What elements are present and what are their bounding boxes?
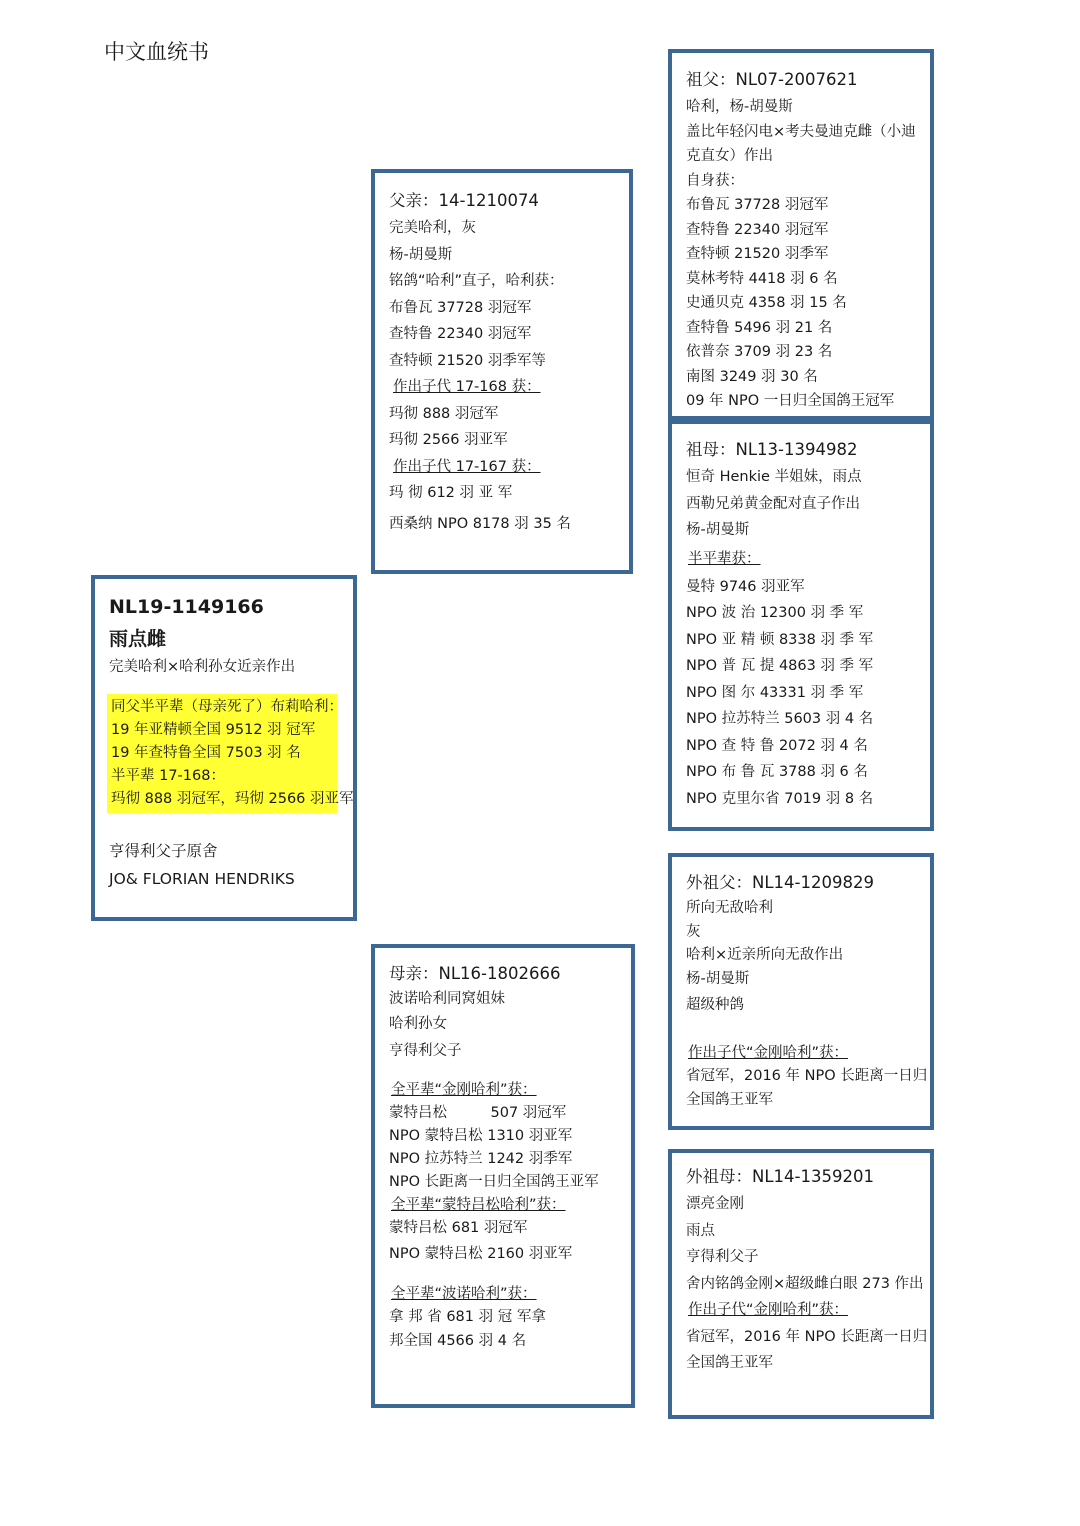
pedigree-line: 盖比年轻闪电×考夫曼迪克雌（小迪	[686, 123, 916, 140]
owner-name-en: JO& FLORIAN HENDRIKS	[109, 869, 295, 888]
pedigree-line: 西勒兄弟黄金配对直子作出	[686, 495, 860, 512]
maternal-grandfather-heading: 外祖父：NL14-1209829	[686, 873, 874, 892]
pedigree-line: 铭鸽“哈利”直子，哈利获：	[389, 273, 564, 289]
pedigree-line: NPO 查 特 鲁 2072 羽 4 名	[686, 737, 868, 754]
pedigree-line-text: 作出子代“金刚哈利”获：	[688, 1045, 849, 1061]
pedigree-line	[389, 1194, 617, 1217]
pedigree-line: 恒奇 Henkie 半姐妹，雨点	[686, 469, 862, 485]
pedigree-line: 灰	[686, 923, 701, 940]
subject-box	[91, 575, 357, 921]
pedigree-line: 亨得利父子	[389, 1043, 462, 1059]
subject-owner	[109, 837, 339, 893]
pedigree-line: 蒙特吕松 507 羽冠军	[389, 1105, 567, 1121]
pedigree-line: NPO 蒙特吕松 1310 羽亚军	[389, 1128, 573, 1144]
subject-highlight-line: 同父半平辈（母亲死了）布莉哈利：	[111, 698, 343, 715]
pedigree-line	[686, 1297, 916, 1324]
pedigree-line: 09 年 NPO 一日归全国鸽王冠军	[686, 393, 895, 409]
maternal-grandfather-box	[668, 853, 934, 1130]
pedigree-line: 查特顿 21520 羽季军等	[389, 352, 546, 369]
pedigree-line: 全国鸽王亚军	[686, 1355, 773, 1371]
pedigree-line: 波诺哈利同窝姐妹	[389, 991, 505, 1007]
pedigree-line: 杨-胡曼斯	[686, 522, 750, 538]
pedigree-line: 查特鲁 22340 羽冠军	[389, 326, 532, 342]
pedigree-line: 完美哈利，灰	[389, 220, 476, 236]
maternal-grandmother-box	[668, 1149, 934, 1419]
subject-desc: 完美哈利×哈利孙女近亲作出	[109, 659, 296, 675]
pedigree-line: 所向无敌哈利	[686, 900, 773, 916]
pedigree-line: NPO 普 瓦 提 4863 羽 季 军	[686, 658, 874, 674]
pedigree-line: 哈利×近亲所向无敌作出	[686, 947, 844, 963]
pedigree-line: 全国鸽王亚军	[686, 1091, 773, 1108]
pedigree-line	[389, 374, 615, 401]
pedigree-line: NPO 波 治 12300 羽 季 军	[686, 605, 864, 621]
pedigree-line: 玛 彻 612 羽 亚 军	[389, 485, 513, 501]
pedigree-line: NPO 拉苏特兰 5603 羽 4 名	[686, 711, 874, 727]
pedigree-line: 查特鲁 22340 羽冠军	[686, 221, 829, 238]
pedigree-line: 舍内铭鸽金刚×超级雌白眼 273 作出	[686, 1275, 924, 1292]
pedigree-line: 曼特 9746 羽亚军	[686, 578, 805, 595]
grandmother-box	[668, 420, 934, 831]
grandmother-heading: 祖母：NL13-1394982	[686, 440, 858, 459]
pedigree-line: 蒙特吕松 681 羽冠军	[389, 1220, 528, 1236]
father-heading: 父亲：14-1210074	[389, 191, 539, 210]
pedigree-line-text: 全平辈“蒙特吕松哈利”获：	[391, 1197, 566, 1213]
mother-box	[371, 944, 635, 1408]
mother-heading: 母亲：NL16-1802666	[389, 964, 561, 983]
pedigree-line: 玛彻 888 羽冠军	[389, 405, 499, 422]
pedigree-line: 莫林考特 4418 羽 6 名	[686, 270, 838, 287]
pedigree-line: NPO 图 尔 43331 羽 季 军	[686, 684, 864, 701]
pedigree-line: 杨-胡曼斯	[389, 246, 453, 263]
maternal-grandmother-heading: 外祖母：NL14-1359201	[686, 1167, 874, 1186]
pedigree-line: 杨-胡曼斯	[686, 970, 750, 987]
subject-highlight-line: 玛彻 888 羽冠军，玛彻 2566 羽亚军	[111, 790, 354, 807]
owner-name-cn: 亨得利父子原舍	[109, 841, 218, 860]
pedigree-line: 查特顿 21520 羽季军	[686, 246, 829, 262]
pedigree-line: 漂亮金刚	[686, 1196, 744, 1212]
pedigree-line	[389, 1079, 617, 1102]
pedigree-line	[389, 454, 615, 481]
grandfather-box	[668, 49, 934, 420]
pedigree-line: 依普奈 3709 羽 23 名	[686, 344, 833, 360]
pedigree-line: 南图 3249 羽 30 名	[686, 368, 818, 385]
pedigree-line: 自身获：	[686, 172, 744, 189]
pedigree-line: 布鲁瓦 37728 羽冠军	[686, 197, 829, 213]
pedigree-line: 雨点	[686, 1222, 715, 1239]
pedigree-line: 省冠军，2016 年 NPO 长距离一日归	[686, 1328, 928, 1345]
pedigree-line: 玛彻 2566 羽亚军	[389, 432, 508, 448]
pedigree-line: 史通贝克 4358 羽 15 名	[686, 295, 847, 311]
pedigree-line-text: 作出子代“金刚哈利”获：	[688, 1302, 849, 1318]
subject-name: 雨点雌	[109, 628, 167, 650]
subject-highlight-line: 19 年亚精顿全国 9512 羽 冠军	[111, 721, 316, 738]
pedigree-line: 哈利孙女	[389, 1016, 447, 1032]
pedigree-line-text: 作出子代 17-168 获：	[393, 379, 541, 395]
pedigree-line: 邦全国 4566 羽 4 名	[389, 1333, 527, 1349]
pedigree-line	[686, 1041, 916, 1065]
pedigree-line: 亨得利父子	[686, 1249, 759, 1265]
pedigree-line-text: 全平辈“金刚哈利”获：	[391, 1082, 537, 1098]
document-title: 中文血统书	[104, 40, 209, 64]
pedigree-line: 超级种鸽	[686, 997, 744, 1013]
pedigree-line: NPO 蒙特吕松 2160 羽亚军	[389, 1246, 573, 1262]
pedigree-line-text: 全平辈“波诺哈利”获：	[391, 1286, 537, 1302]
pedigree-line: 克直女）作出	[686, 148, 773, 164]
subject-highlight-line: 19 年查特鲁全国 7503 羽 名	[111, 744, 301, 761]
pedigree-line: NPO 布 鲁 瓦 3788 羽 6 名	[686, 764, 868, 780]
pedigree-line	[389, 1282, 617, 1306]
pedigree-line: NPO 亚 精 顿 8338 羽 季 军	[686, 631, 874, 648]
subject-highlight-line: 半平辈 17-168：	[111, 767, 225, 784]
pedigree-line: NPO 拉苏特兰 1242 羽季军	[389, 1151, 573, 1167]
pedigree-line: 拿 邦 省 681 羽 冠 军拿	[389, 1309, 546, 1325]
pedigree-line: 查特鲁 5496 羽 21 名	[686, 319, 833, 336]
subject-highlight	[107, 694, 354, 813]
grandfather-heading: 祖父：NL07-2007621	[686, 70, 858, 89]
pedigree-line: 省冠军，2016 年 NPO 长距离一日归	[686, 1068, 928, 1084]
pedigree-line: 布鲁瓦 37728 羽冠军	[389, 299, 532, 316]
subject-ring: NL19-1149166	[109, 596, 264, 618]
pedigree-line: 西桑纳 NPO 8178 羽 35 名	[389, 515, 571, 532]
pedigree-line: 哈利，杨-胡曼斯	[686, 99, 793, 115]
pedigree-line: NPO 长距离一日归全国鸽王亚军	[389, 1174, 599, 1190]
father-box	[371, 169, 633, 574]
pedigree-line-text: 半平辈获：	[688, 550, 761, 567]
pedigree-line-text: 作出子代 17-167 获：	[393, 458, 541, 475]
pedigree-line	[686, 544, 916, 574]
pedigree-line: NPO 克里尔省 7019 羽 8 名	[686, 790, 874, 807]
